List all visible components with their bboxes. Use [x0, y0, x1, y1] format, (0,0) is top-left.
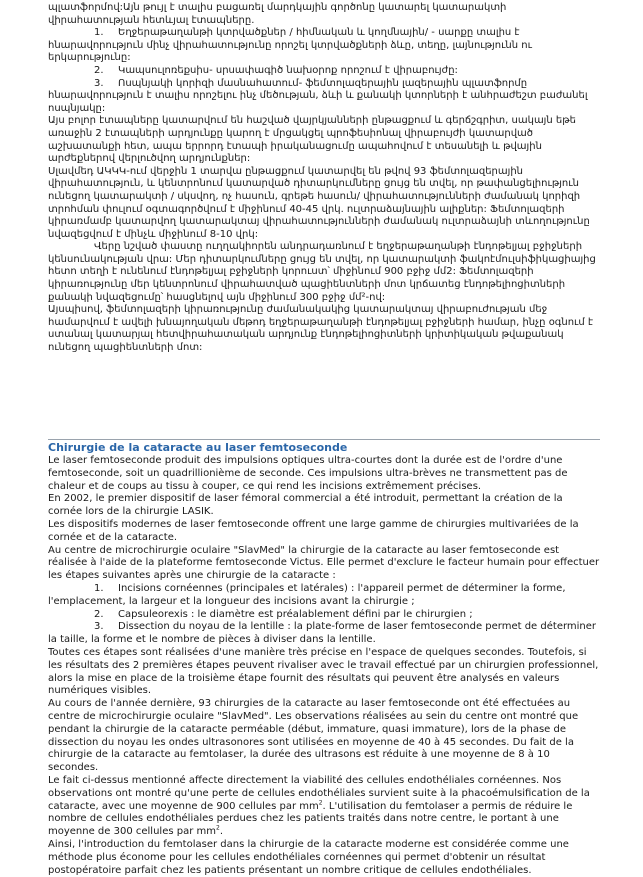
french-paragraph-3: Les dispositifs modernes de laser femtoseconde offrent une large gamme de chirurgies multivariées de la cornée et de la cataracte.: [48, 518, 579, 543]
list-text: Incisions cornéennes (principales et latérales) : l'appareil permet de déterminer la forme, l'emplacement, la largeur et la longueur des incisions avant la chirurgie ;: [48, 582, 566, 607]
french-list-item-1: [48, 583, 600, 609]
list-text: Capsuleorexis : le diamètre est préalablement défini par le chirurgien ;: [118, 608, 473, 620]
armenian-list-item-3: [48, 78, 600, 116]
list-number: 1.: [94, 27, 104, 39]
list-number: 2.: [94, 608, 104, 620]
french-paragraph-8: Ainsi, l'introduction du femtolaser dans la chirurgie de la cataracte moderne est considérée comme une méthode plus économe pour les cellules endothéliales cornéennes qui permet d'obtenir un résultat postopératoire parfait chez les patients présentant un nombre critique de cellules endothéliales.: [48, 838, 569, 876]
armenian-list-item-2: [48, 65, 600, 78]
list-text: Եղջերաթաղանթի կտրվածքներ / հիմնական և կողմնային/ - սարքը տալիս է հնարավորություն մինչ վիրահատությունը որոշել կտրվածքների ձևը, տեղը, լայնությունն ու երկարությունը:: [48, 27, 532, 64]
list-text: Dissection du noyau de la lentille : la plate-forme de laser femtoseconde permet de déterminer la taille, la forme et le nombre de pièces à diviser dans la lentille.: [48, 621, 597, 646]
french-paragraph-1: Le laser femtoseconde produit des impulsions optiques ultra-courtes dont la durée est de l'ordre d'une femtoseconde, soit un quadrillionième de seconde. Ces impulsions ultra-brèves ne transmettent pas de chaleur et de coups au tissu à couper, ce qui rend les incisions extrêmement précises.: [48, 455, 568, 492]
p7-part-b: . L'utilisation du femtolaser a permis de réduire le nombre de cellules endothéliales perdues chez les patients traités dans notre centre, le portant à une moyenne de 300 cellules par mm: [48, 800, 573, 838]
french-paragraph-5: Toutes ces étapes sont réalisées d'une manière très précise en l'espace de quelques secondes. Toutefois, si les résultats des 2 premières étapes peuvent rivaliser avec le travail effectué par un chirurgien professionnel, alors la mise en place de la troisième étape fournit des résultats qui peuvent être analysés en valeurs numériques visibles.: [48, 646, 599, 697]
armenian-list-item-1: [48, 27, 600, 65]
french-paragraph-6: Au cours de l'année dernière, 93 chirurgies de la cataracte au laser femtoseconde ont été effectuées au centre de microchirurgie oculaire "SlavMed". Les observations réalisées au sein du centre ont montré que pendant la chirurgie de la cataracte perméable (début, immature, quasi immature), lors de la phase de dissection du noyau les ondes ultrasonores sont utilisées en moyenne de 40 à 45 secondes. Du fait de la chirurgie de la cataracte au femtolaser, la durée des ultrasons est réduite à une moyenne de 8 à 10 secondes.: [48, 698, 579, 774]
french-section-heading: Chirurgie de la cataracte au laser femtoseconde: [48, 441, 348, 454]
armenian-paragraph-3: Վերը նշված փաստը ուղղակիորեն անդրադառնում է եղջերաթաղանթի էնդոթելյալ բջիջների կենսունակության վրա: Մեր դիտարկումները ցույց են տվել, որ կատարակտի ֆակոէմուլսիֆիկացիայից հետո տեղի է ունենում էնդոթելյալ բջիջների կորուստ՝ միջինում 900 բջիջ մմ2: Ֆեմտոլազերի կիրառությունը մեր կենտրոնում վիրահատված պացիենտների մոտ կրճատեց էնդոթելիոցիտների քանակի նվազեցումը՝ հասցնելով այն միջինում 300 բջիջ մմ²-ով:: [48, 241, 596, 303]
french-paragraph-4: Au centre de microchirurgie oculaire "SlavMed" la chirurgie de la cataracte au laser femtoseconde est réalisée à l'aide de la plateforme femtoseconde Victus. Elle permet d'exclure le facteur humain pour effectuer les étapes suivantes après une chirurgie de la cataracte :: [48, 544, 600, 582]
list-number: 3.: [94, 77, 104, 89]
french-text-section: [48, 455, 600, 877]
section-divider: [48, 439, 600, 440]
armenian-paragraph-1: Այս բոլոր էտապները կատարվում են հաշված վայրկյանների ընթացքում և գերճշգրիտ, սակայն եթե առաջին 2 էտապների արդյունքը կարող է մրցակցել պրոֆեսիոնալ վիրաբույժի կատարված աշխատանքի հետ, ապա երրորդ էտապի իրականացումը ապահովում է տեսանելի և թվային արժեքներով վերլուծվող արդյունքներ:: [48, 115, 576, 165]
superscript: 2: [216, 824, 220, 832]
armenian-intro: պլատֆորմով:Այն թույլ է տալիս բացառել մարդկային գործոնը կատարել կատարակտի վիրահատության հետևյալ էտապները.: [48, 2, 507, 26]
list-number: 2.: [94, 64, 104, 76]
list-text: Ոսպնյակի կորիզի մասնահատում- ֆեմտոլազերային լազերային պլատֆորմը հնարավորություն է տալիս որոշելու ինչ մեծության, ձևի և քանակի կտորների է անհրաժեշտ բաժանել ոսպնյակը:: [48, 77, 588, 114]
p7-part-a: Le fait ci-dessus mentionné affecte directement la viabilité des cellules endothéliales cornéennes. Nos observations ont montré qu'une perte de cellules endothéliales survient suite à la phacoémulsification de la cataracte, avec une moyenne de 900 cellules par mm: [48, 774, 590, 812]
french-paragraph-2: En 2002, le premier dispositif de laser fémoral commercial a été introduit, permettant la création de la cornée lors de la chirurgie LASIK.: [48, 493, 563, 518]
p7-part-c: .: [219, 826, 224, 838]
list-number: 1.: [94, 582, 104, 594]
armenian-text-section: [48, 2, 600, 355]
french-list-item-2: [48, 609, 600, 622]
list-number: 3.: [94, 621, 104, 633]
armenian-paragraph-4: Այսպիսով, ֆեմտոլազերի կիրառությունը ժամանակակից կատարակտայ վիրաբուժության մեջ համարվում է ավելի խնայողական մեթոդ եղջերաթաղանթի էնդոթելյալ բջիջների համար, ինչը օգնում է ստանալ կատարյալ հետվիրահատական արդյունք էնդոթելիոցիտների կրիտիկական թվաքանակ ունեցող պացիենտների մոտ:: [48, 304, 594, 354]
superscript: 2: [318, 799, 323, 807]
french-paragraph-7: [48, 775, 600, 839]
armenian-paragraph-2: Սլավմեդ ԱԿԿԿ-ում վերջին 1 տարվա ընթացքում կատարվել են թվով 93 ֆեմտոլազերային վիրահատություն, և կենտրոնում կատարված դիտարկումները ցույց են տվել, որ թափանցելիություն ունեցող կատարակտի / սկսվող, ոչ հասուն, գրեթե հասուն/ վիրահատությունների ժամանակ կորիզի տրոհման փուլում օգտագործվում է միջինում 40-45 վրկ. ուլտրաձայնային ալիքներ: Ֆեմտոլազերի կիրառմամբ կատարվող կատարակտայ վիրահատությունների ժամանակ ուլտրաձայնի տևողությունը նվազեցվում է մինչև միջինում 8-10 վրկ:: [48, 165, 590, 240]
french-list-item-3: [48, 621, 600, 647]
list-text: Կապսուլոռեքսիս- սրսափագիծ նախօրոք որոշում է վիրաբույժը:: [118, 64, 458, 76]
